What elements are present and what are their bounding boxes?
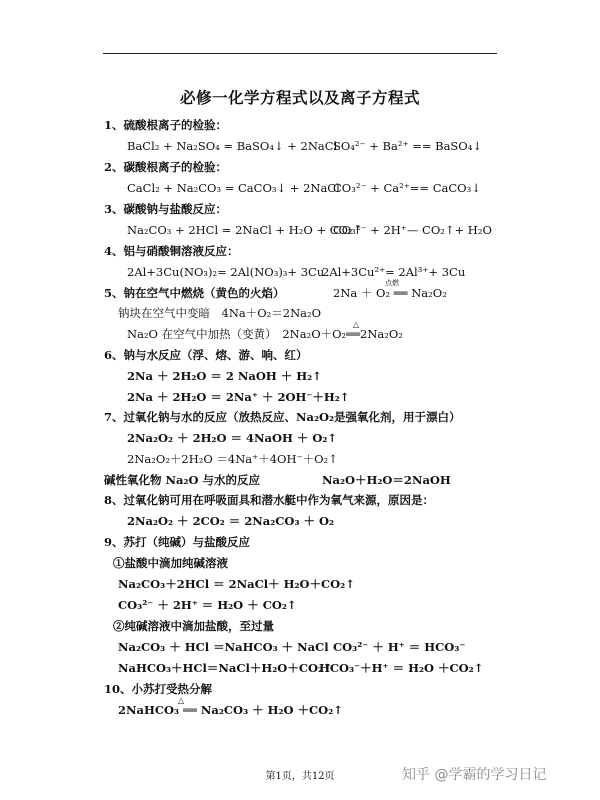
- ionic-equation: 2Al+3Cu²⁺= 2Al³⁺+ 3Cu: [322, 265, 466, 279]
- section-heading: 9、苏打（纯碱）与盐酸反应: [104, 535, 251, 549]
- equation: 2Na ＋ 2H₂O ＝ 2 NaOH ＋ H₂↑: [127, 369, 322, 383]
- top-rule: [103, 53, 497, 54]
- section-heading: 8、过氧化钠可用在呼吸面具和潜水艇中作为氧气来源，原因是：: [104, 493, 434, 507]
- ionic-equation: SO₄²⁻ + Ba²⁺ == BaSO₄↓: [333, 139, 482, 153]
- reaction-condition: △: [353, 320, 360, 329]
- ionic-equation: CO₃²⁻ ＋ H⁺ ＝ HCO₃⁻: [333, 640, 466, 654]
- section-heading: 7、过氧化钠与水的反应（放热反应、Na₂O₂是强氧化剂，用于漂白）: [104, 410, 461, 424]
- equation: BaCl₂ + Na₂SO₄ = BaSO₄↓ + 2NaCl: [127, 139, 338, 153]
- section-heading: 1、硫酸根离子的检验：: [104, 118, 228, 132]
- watermark: 知乎 @学霸的学习日记: [402, 767, 547, 783]
- equation: Na₂CO₃ + 2HCl = 2NaCl + H₂O + CO₂↑: [127, 223, 363, 237]
- ionic-equation: 2Na ＋ 2H₂O ＝ 2Na⁺ ＋ 2OH⁻＋H₂↑: [127, 390, 350, 404]
- subheading: ②纯碱溶液中滴加盐酸，至过量: [113, 619, 274, 633]
- section-heading: 2、碳酸根离子的检验：: [104, 160, 228, 174]
- equation: 2Na₂O₂ ＋ 2H₂O ＝ 4NaOH ＋ O₂↑: [127, 431, 338, 445]
- equation: Na₂CO₃＋2HCl ＝ 2NaCl＋ H₂O＋CO₂↑: [118, 577, 355, 591]
- equation: 2Na₂O₂ ＋ 2CO₂ ＝ 2Na₂CO₃ ＋ O₂: [127, 514, 335, 528]
- equation: Na₂O＋H₂O＝2NaOH: [322, 473, 451, 487]
- equation: NaHCO₃＋HCl＝NaCl＋H₂O＋CO₂↑: [118, 661, 333, 675]
- equation: CaCl₂ + Na₂CO₃ = CaCO₃↓ + 2NaCl: [127, 181, 340, 195]
- ionic-equation: CO₃²⁻ + Ca²⁺== CaCO₃↓: [333, 181, 481, 195]
- equation: 2NaHCO₃ ══ Na₂CO₃ ＋ H₂O ＋CO₂↑: [118, 703, 343, 717]
- ionic-equation: CO₃²⁻ ＋ 2H⁺ ＝ H₂O ＋ CO₂↑: [118, 598, 297, 612]
- subheading: ①盐酸中滴加纯碱溶液: [113, 556, 228, 570]
- note-line: 碱性氧化物 Na₂O 与水的反应: [104, 473, 261, 487]
- equation-line: Na₂O 在空气中加热（变黄） 2Na₂O＋O₂══2Na₂O₂: [127, 327, 403, 341]
- ionic-equation: CO₃²⁻ + 2H⁺— CO₂↑+ H₂O: [333, 223, 492, 237]
- equation-line: 钠块在空气中变暗 4Na＋O₂＝2Na₂O: [118, 306, 322, 320]
- section-heading: 5、钠在空气中燃烧（黄色的火焰）: [104, 286, 285, 300]
- page-footer: 第1页，共12页: [265, 771, 335, 782]
- reaction-condition: △: [178, 696, 185, 705]
- section-heading: 3、碳酸钠与盐酸反应：: [104, 202, 228, 216]
- section-heading: 6、钠与水反应（浮、熔、游、响、红）: [104, 348, 308, 362]
- page-title: 必修一化学方程式以及离子方程式: [179, 88, 420, 107]
- equation: Na₂CO₃ ＋ HCl ＝NaHCO₃ ＋ NaCl: [118, 640, 329, 654]
- ionic-equation: 2Na₂O₂＋2H₂O ＝4Na⁺＋4OH⁻＋O₂↑: [127, 452, 338, 466]
- reaction-condition: 点燃: [385, 279, 399, 287]
- ionic-equation: HCO₃⁻＋H⁺ ＝ H₂O ＋CO₂↑: [319, 661, 484, 675]
- section-heading: 4、铝与硝酸铜溶液反应：: [104, 244, 239, 258]
- section-heading: 10、小苏打受热分解: [104, 682, 213, 696]
- equation: 2Na ＋ O₂ ══ Na₂O₂: [333, 286, 447, 300]
- equation: 2Al+3Cu(NO₃)₂= 2Al(NO₃)₃+ 3Cu: [127, 265, 325, 279]
